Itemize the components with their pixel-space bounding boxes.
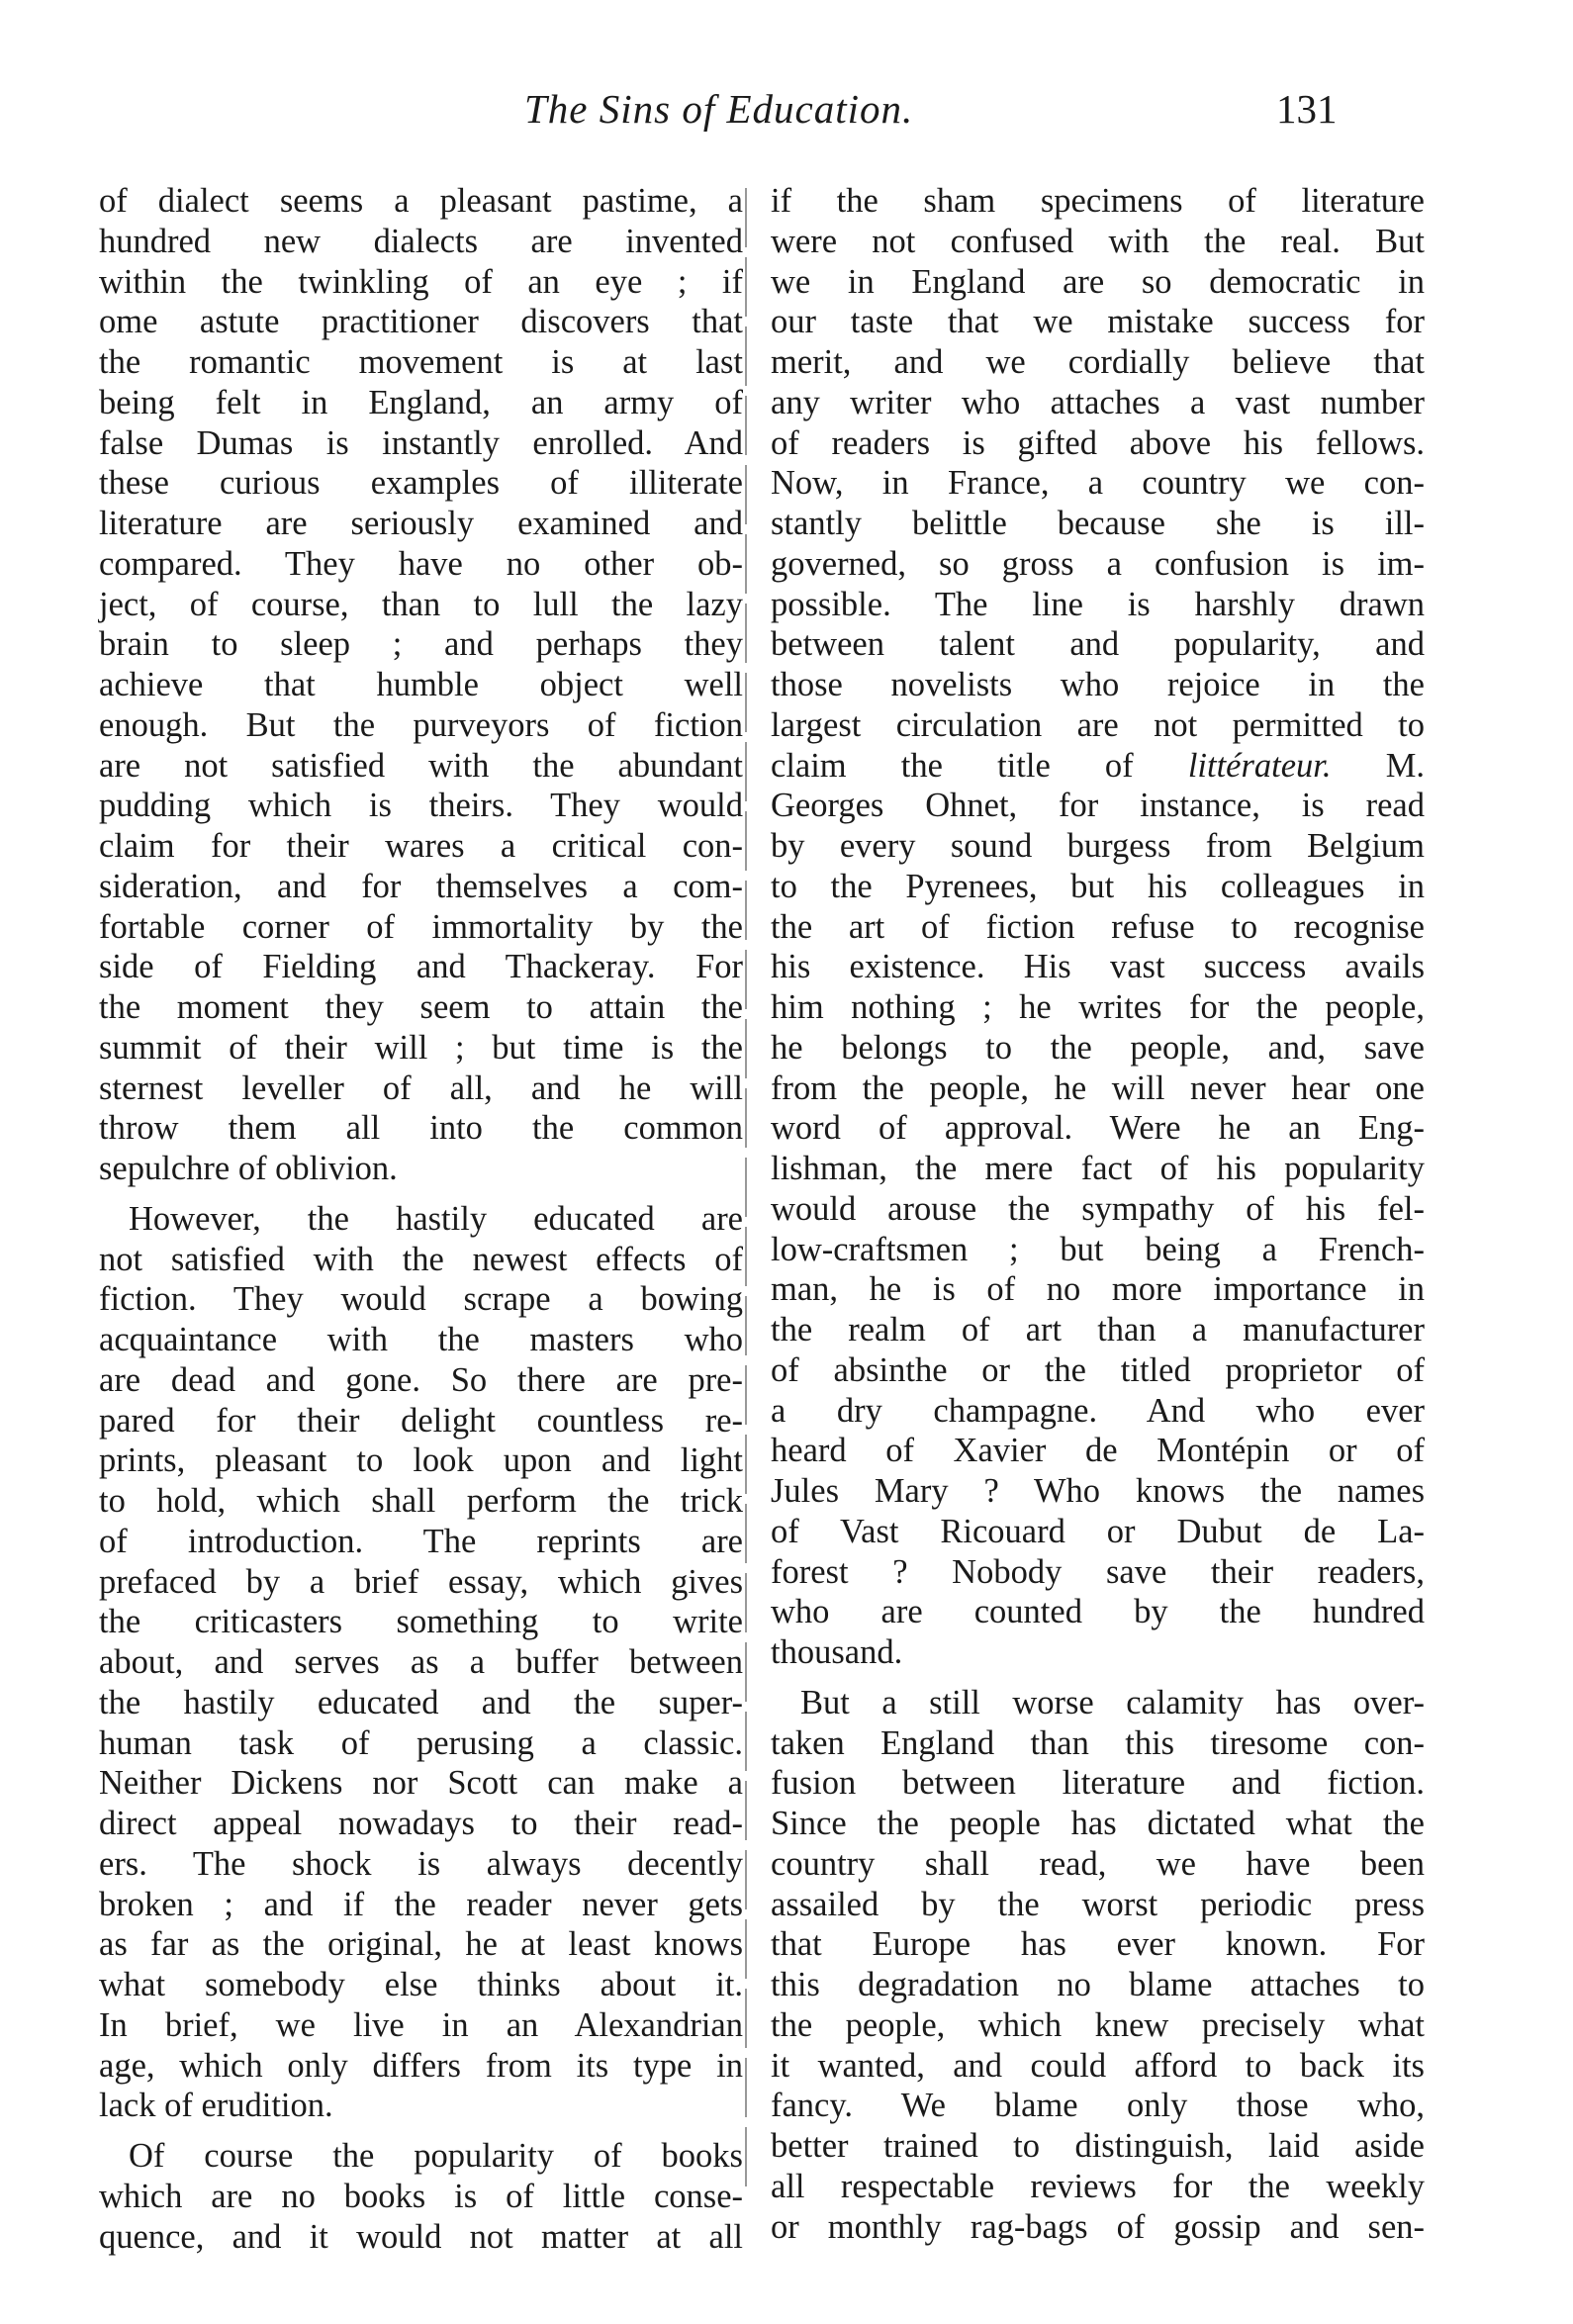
- text-line: any writer who attaches a vast number: [771, 383, 1425, 421]
- text-line: quence, and it would not matter at all: [99, 2217, 743, 2256]
- text-line: to hold, which shall perform the trick: [99, 1482, 743, 1520]
- text-line: largest circulation are not permitted to: [771, 705, 1425, 744]
- text-line: he belongs to the people, and, save: [771, 1028, 1425, 1067]
- text-line: fiction. They would scrape a bowing: [99, 1280, 743, 1319]
- text-line: of Vast Ricouard or Dubut de La-: [771, 1512, 1425, 1550]
- text-line: direct appeal nowadays to their read-: [99, 1805, 743, 1842]
- text-line: compared. They have no other ob-: [99, 544, 743, 583]
- text-line: fancy. We blame only those who,: [771, 2087, 1425, 2125]
- text-line: possible. The line is harshly drawn: [771, 585, 1425, 623]
- text-line: brain to sleep ; and perhaps they: [99, 625, 743, 664]
- text-line: sternest leveller of all, and he will: [99, 1069, 743, 1107]
- column-rule: [745, 188, 747, 2186]
- text-line: assailed by the worst periodic press: [771, 1885, 1425, 1923]
- text-line: thousand.: [771, 1633, 903, 1671]
- text-line: governed, so gross a confusion is im-: [771, 544, 1425, 583]
- text-line: better trained to distinguish, laid aside: [771, 2127, 1425, 2165]
- text-line: Georges Ohnet, for instance, is read: [771, 787, 1425, 825]
- text-line: age, which only differs from its type in: [99, 2046, 743, 2085]
- text-line: the art of fiction refuse to recognise: [771, 907, 1425, 946]
- text-line: those novelists who rejoice in the: [771, 666, 1425, 703]
- text-line: Now, in France, a country we con-: [771, 464, 1425, 503]
- text-line: false Dumas is instantly enrolled. And: [99, 423, 743, 462]
- text-line: of readers is gifted above his fellows.: [771, 423, 1425, 462]
- text-line: what somebody else thinks about it.: [99, 1966, 743, 2003]
- text-line: him nothing ; he writes for the people,: [771, 988, 1425, 1026]
- text-line: human task of perusing a classic.: [99, 1723, 743, 1762]
- text-line: Jules Mary ? Who knows the names: [771, 1472, 1425, 1510]
- text-line: that Europe has ever known. For: [771, 1925, 1425, 1964]
- text-line: to the Pyrenees, but his colleagues in: [771, 867, 1425, 905]
- text-line: However, the hastily educated are: [129, 1199, 743, 1238]
- paragraph-gap: [99, 2126, 743, 2136]
- text-line: throw them all into the common: [99, 1109, 743, 1148]
- text-line: fortable corner of immortality by the: [99, 907, 743, 946]
- text-line: ome astute practitioner discovers that: [99, 303, 743, 341]
- text-line: ers. The shock is always decently: [99, 1844, 743, 1883]
- text-line: within the twinkling of an eye ; if: [99, 262, 743, 301]
- text-line: sideration, and for themselves a com-: [99, 867, 743, 905]
- text-line: literature are seriously examined and: [99, 505, 743, 542]
- text-line: which are no books is of little conse-: [99, 2177, 743, 2215]
- text-line: his existence. His vast success avails: [771, 948, 1425, 986]
- text-line: who are counted by the hundred: [771, 1593, 1425, 1631]
- text-line: claim the title of littérateur. M.: [771, 746, 1425, 785]
- text-line: all respectable reviews for the weekly: [771, 2167, 1425, 2205]
- text-line: these curious examples of illiterate: [99, 464, 743, 503]
- paragraph-gap: [99, 1189, 743, 1199]
- text-line: it wanted, and could afford to back its: [771, 2046, 1425, 2085]
- text-line: enough. But the purveyors of fiction: [99, 705, 743, 744]
- text-line: taken England than this tiresome con-: [771, 1723, 1425, 1762]
- text-line: not satisfied with the newest effects of: [99, 1240, 743, 1278]
- text-line: prefaced by a brief essay, which gives: [99, 1562, 743, 1601]
- text-line: achieve that humble object well: [99, 666, 743, 703]
- text-line: are dead and gone. So there are pre-: [99, 1360, 743, 1399]
- paragraph-gap: [771, 1673, 1425, 1683]
- text-line: prints, pleasant to look upon and light: [99, 1441, 743, 1480]
- right-column: [771, 181, 1425, 2247]
- text-line: side of Fielding and Thackeray. For: [99, 948, 743, 986]
- text-line: low-craftsmen ; but being a French-: [771, 1230, 1425, 1268]
- text-line: country shall read, we have been: [771, 1844, 1425, 1883]
- text-line: from the people, he will never hear one: [771, 1069, 1425, 1107]
- running-head: [0, 85, 1573, 144]
- text-line: if the sham specimens of literature: [771, 182, 1425, 220]
- text-line: being felt in England, an army of: [99, 383, 743, 421]
- text-line: pared for their delight countless re-: [99, 1401, 743, 1440]
- text-line: this degradation no blame attaches to: [771, 1966, 1425, 2003]
- text-line: Neither Dickens nor Scott can make a: [99, 1764, 743, 1803]
- text-line: sepulchre of oblivion.: [99, 1150, 398, 1187]
- running-title: The Sins of Education.: [524, 86, 914, 132]
- text-line: Since the people has dictated what the: [771, 1805, 1425, 1842]
- text-line: about, and serves as a buffer between: [99, 1643, 743, 1681]
- text-line: the romantic movement is at last: [99, 343, 743, 381]
- text-line: stantly belittle because she is ill-: [771, 505, 1425, 542]
- text-line: But a still worse calamity has over-: [800, 1683, 1425, 1721]
- text-line: man, he is of no more importance in: [771, 1270, 1425, 1309]
- text-line: heard of Xavier de Montépin or of: [771, 1432, 1425, 1470]
- text-line: pudding which is theirs. They would: [99, 787, 743, 825]
- text-line: of dialect seems a pleasant pastime, a: [99, 182, 743, 220]
- text-line: as far as the original, he at least knows: [99, 1925, 743, 1964]
- text-line: between talent and popularity, and: [771, 625, 1425, 664]
- text-line: acquaintance with the masters who: [99, 1321, 743, 1358]
- text-line: or monthly rag-bags of gossip and sen-: [771, 2207, 1425, 2246]
- text-line: by every sound burgess from Belgium: [771, 827, 1425, 865]
- text-line: forest ? Nobody save their readers,: [771, 1552, 1425, 1591]
- text-line: Of course the popularity of books: [129, 2137, 743, 2175]
- text-line: a dry champagne. And who ever: [771, 1391, 1425, 1430]
- text-line: the hastily educated and the super-: [99, 1683, 743, 1721]
- page-number: 131: [1276, 86, 1338, 132]
- text-line: the realm of art than a manufacturer: [771, 1311, 1425, 1348]
- text-line: word of approval. Were he an Eng-: [771, 1109, 1425, 1148]
- text-line: claim for their wares a critical con-: [99, 827, 743, 865]
- text-line: are not satisfied with the abundant: [99, 746, 743, 785]
- text-line: the moment they seem to attain the: [99, 988, 743, 1026]
- text-line: broken ; and if the reader never gets: [99, 1885, 743, 1923]
- text-line: fusion between literature and fiction.: [771, 1764, 1425, 1803]
- text-line: the people, which knew precisely what: [771, 2005, 1425, 2044]
- text-line: the criticasters something to write: [99, 1603, 743, 1641]
- text-line: lack of erudition.: [99, 2087, 333, 2125]
- text-line: hundred new dialects are invented: [99, 222, 743, 260]
- text-line: ject, of course, than to lull the lazy: [99, 585, 743, 623]
- text-line: merit, and we cordially believe that: [771, 343, 1425, 381]
- text-line: of introduction. The reprints are: [99, 1522, 743, 1560]
- text-line: our taste that we mistake success for: [771, 303, 1425, 341]
- left-column: [99, 181, 743, 2257]
- text-line: would arouse the sympathy of his fel-: [771, 1189, 1425, 1228]
- text-line: were not confused with the real. But: [771, 222, 1425, 260]
- text-line: summit of their will ; but time is the: [99, 1028, 743, 1067]
- text-line: of absinthe or the titled proprietor of: [771, 1350, 1425, 1389]
- text-line: we in England are so democratic in: [771, 262, 1425, 301]
- text-line: In brief, we live in an Alexandrian: [99, 2005, 743, 2044]
- text-line: lishman, the mere fact of his popularity: [771, 1150, 1425, 1187]
